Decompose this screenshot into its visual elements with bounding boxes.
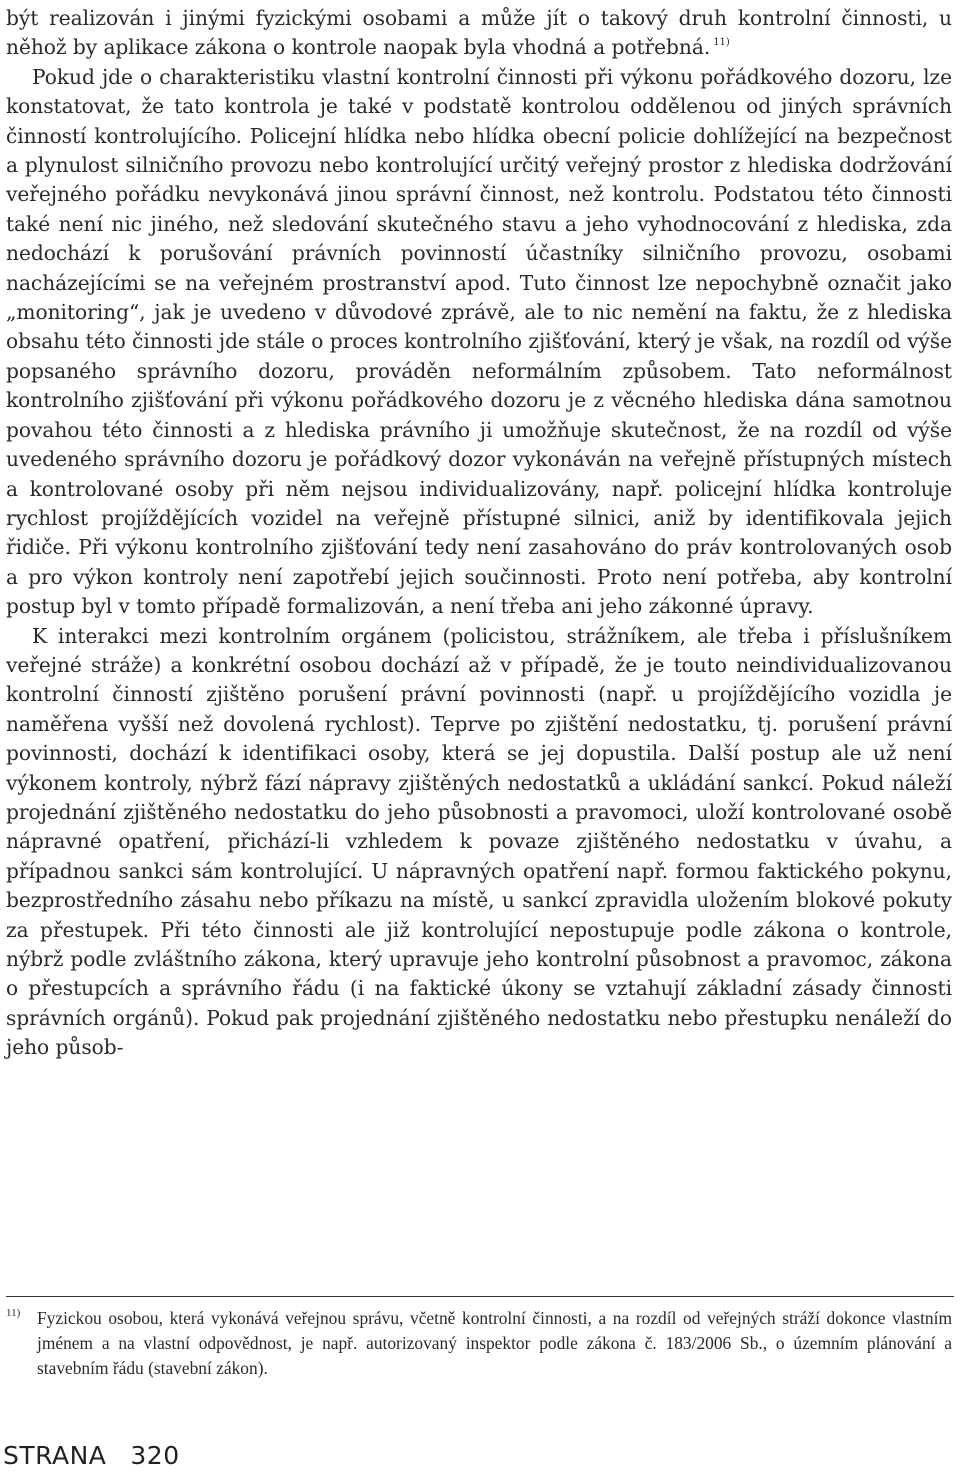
footer-label: STRANA	[3, 1441, 107, 1470]
footnote-reference: 11)	[713, 37, 730, 49]
footnote-mark: 11)	[6, 1307, 21, 1319]
paragraph	[6, 4, 952, 63]
paragraph-text: být realizován i jinými fyzickými osobami a může jít o takový druh kontrolní činnosti, u něhož by aplikace zákona o kontrole naopak byla vhodná a potřebná.	[6, 6, 952, 60]
footnote	[6, 1306, 952, 1381]
paragraph: Pokud jde o charakteristiku vlastní kontrolní činnosti při výkonu pořádkového dozoru, lze konstatovat, že tato kontrola je také v podstatě kontrolou oddělenou od jiných správních činností kontrolujícího. Policejní hlídka nebo hlídka obecní policie dohlížející na bezpečnost a plynulost silničního provozu nebo kontrolující určitý veřejný prostor z hlediska dodržování veřejného pořádku nevykonává jinou správní činnost, než kontrolu. Podstatou této činnosti také není nic jiného, než sledování skutečného stavu a jeho vyhodnocování z hlediska, zda nedochází k porušování právních povinností účastníky silničního provozu, osobami nacházejícími se na veřejném prostranství apod. Tuto činnost lze nepochybně označit jako „monitoring“, jak je uvedeno v důvodové zprávě, ale to nic nemění na faktu, že z hlediska obsahu této činnosti jde stále o proces kontrolního zjišťování, který je však, na rozdíl od výše popsaného správního dozoru, prováděn neformálním způsobem. Tato neformálnost kontrolního zjišťování při výkonu pořádkového dozoru je z věcného hlediska dána samotnou povahou této činnosti a z hlediska právního ji umožňuje skutečnost, že na rozdíl od výše uvedeného správního dozoru je pořádkový dozor vykonáván na veřejně přístupných místech a kontrolované osoby při něm nejsou individualizovány, např. policejní hlídka kontroluje rychlost projíždějících vozidel na veřejně přístupné silnici, aniž by identifikovala jejich řidiče. Při výkonu kontrolního zjišťování tedy není zasahováno do práv kontrolovaných osob a pro výkon kontroly není zapotřebí jejich součinnosti. Proto není potřeba, aby kontrolní postup byl v tomto případě formalizován, a není třeba ani jeho zákonné úpravy.	[6, 64, 952, 619]
footnote-divider	[6, 1296, 954, 1297]
body-text	[6, 4, 952, 1063]
paragraph: K interakci mezi kontrolním orgánem (policistou, strážníkem, ale třeba i příslušníkem veřejné stráže) a konkrétní osobou dochází až v případě, že je touto neindividualizovanou kontrolní činností zjištěno porušení právní povinnosti (např. u projíždějícího vozidla je naměřena vyšší než dovolená rychlost). Teprve po zjištění nedostatku, tj. porušení právní povinnosti, dochází k identifikaci osoby, která se jej dopustila. Další postup ale už není výkonem kontroly, nýbrž fází nápravy zjištěných nedostatků a ukládání sankcí. Pokud náleží projednání zjištěného nedostatku do jeho působnosti a pravomoci, uloží kontrolované osobě nápravné opatření, přichází-li vzhledem k povaze zjištěného nedostatku v úvahu, a případnou sankci sám kontrolující. U nápravných opatření např. formou faktického pokynu, bezprostředního zásahu nebo příkazu na místě, u sankcí zpravidla uložením blokové pokuty za přestupek. Při této činnosti ale již kontrolující nepostupuje podle zákona o kontrole, nýbrž podle zvláštního zákona, který upravuje jeho kontrolní působnost a pravomoc, zákona o přestupcích a správního řádu (i na faktické úkony se vztahují základní zásady činnosti správních orgánů). Pokud pak projednání zjištěného nedostatku nebo přestupku nenáleží do jeho působ-	[6, 623, 952, 1060]
page-footer	[3, 1441, 180, 1471]
page-number: 320	[130, 1441, 180, 1470]
footnote-text: Fyzickou osobou, která vykonává veřejnou správu, včetně kontrolní činnosti, a na rozdíl od veřejných stráží dokonce vlastním jménem a na vlastní odpovědnost, je např. autorizovaný inspektor podle zákona č. 183/2006 Sb., o územním plánování a stavebním řádu (stavební zákon).	[37, 1308, 952, 1378]
